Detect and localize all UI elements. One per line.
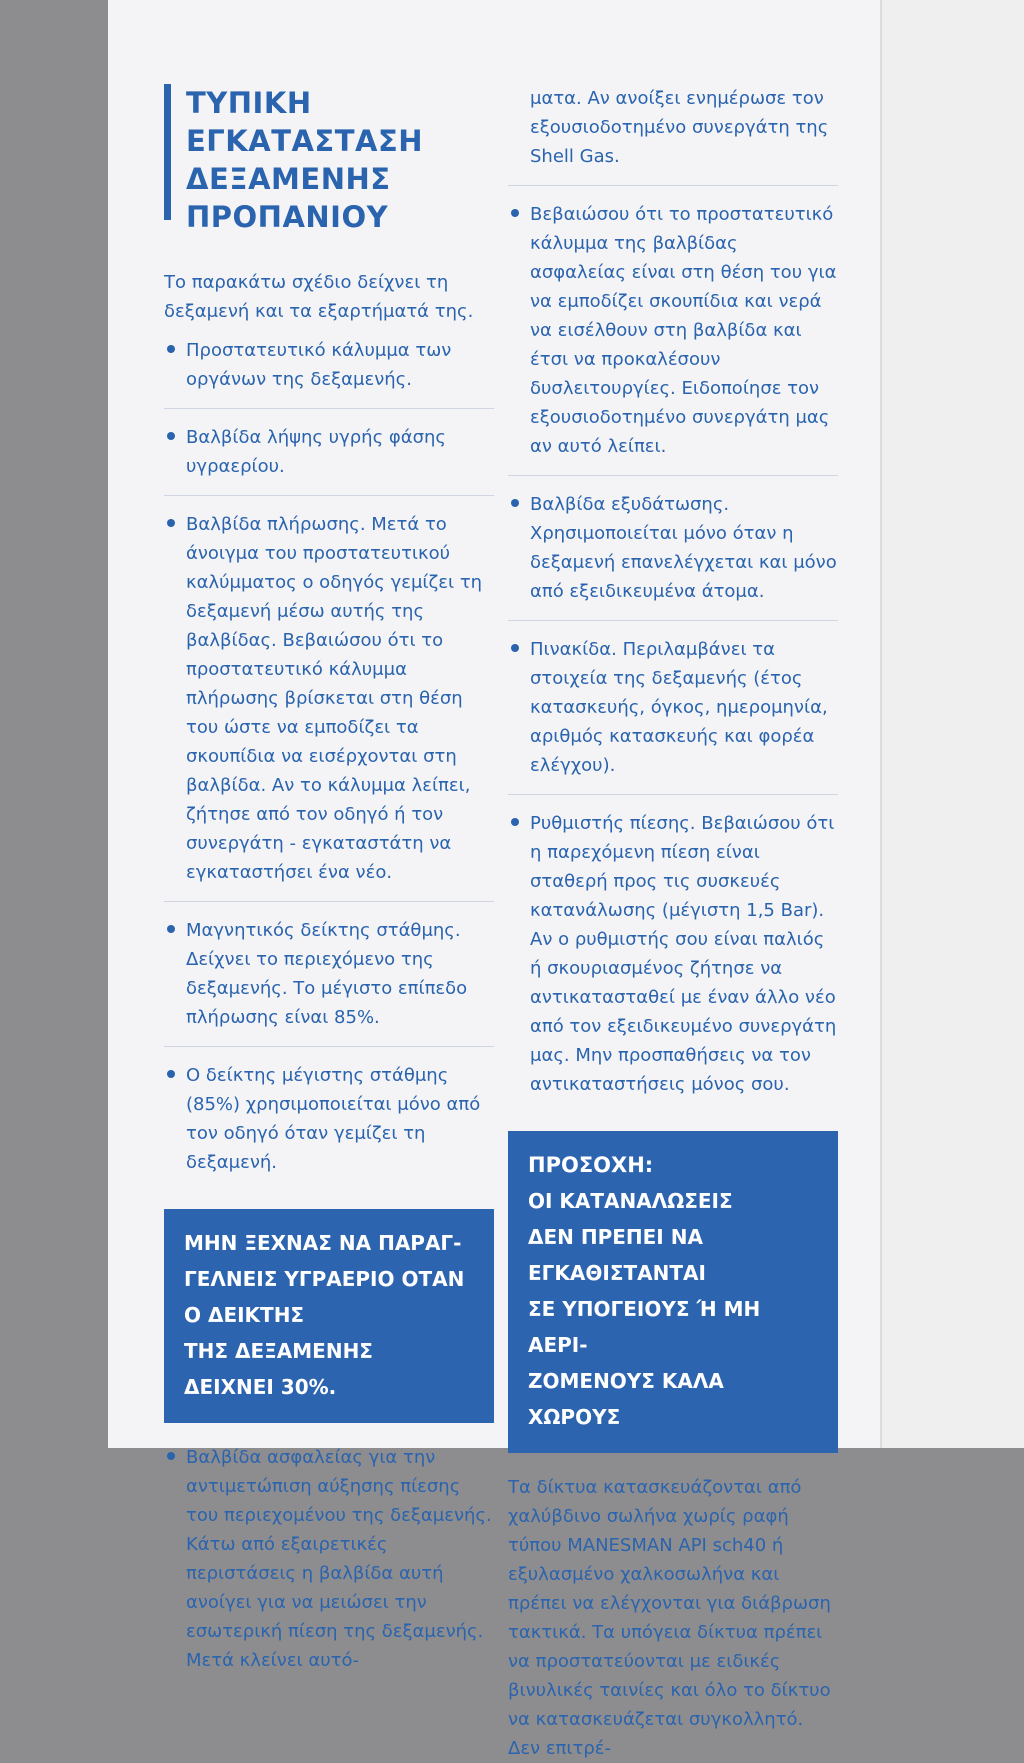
- warning-title: ΠΡΟΣΟΧΗ:: [528, 1153, 654, 1177]
- reminder-line-1: ΜΗΝ ΞΕΧΝΑΣ ΝΑ ΠΑΡΑΓ-: [184, 1231, 462, 1255]
- reminder-line-3: Ο ΔΕΙΚΤΗΣ: [184, 1303, 305, 1327]
- bullet-icon: [167, 925, 175, 933]
- list-item-text: Προστατευτικό κάλυμμα των οργάνων της δεξαμενής.: [186, 340, 452, 390]
- closing-paragraph: Τα δίκτυα κατασκευάζονται από χαλύβδινο σωλήνα χωρίς ραφή τύπου MANESMAN API sch40 ή εξυλασμένο χαλκοσωλήνα και πρέπει να ελέγχονται για διάβρωση τακτικά. Τα υπόγεια δίκτυα πρέπει να προστατεύονται με ειδικές βινυλικές ταινίες και όλο το δίκτυο να κατασκευάζεται συγκολλητό. Δεν επιτρέ-: [508, 1477, 831, 1759]
- warning-line-4: ΣΕ ΥΠΟΓΕΙΟΥΣ Ή ΜΗ ΑΕΡΙ-: [528, 1297, 761, 1357]
- list-item: [164, 1061, 494, 1191]
- list-item: [164, 423, 494, 496]
- list-item: [164, 1443, 494, 1689]
- list-item-text: Πινακίδα. Περιλαμβάνει τα στοιχεία της δεξαμενής (έτος κατασκευής, όγκος, ημερομηνία, αριθμός κατασκευής και φορέα ελέγχου).: [530, 639, 828, 776]
- warning-line-2: ΔΕΝ ΠΡΕΠΕΙ ΝΑ: [528, 1225, 703, 1249]
- bullet-icon: [511, 644, 519, 652]
- heading-line-4: ΠΡΟΠΑΝΙΟΥ: [186, 200, 389, 234]
- warning-box: [508, 1131, 838, 1453]
- bullet-icon: [167, 1070, 175, 1078]
- list-item-text: Μαγνητικός δείκτης στάθμης. Δείχνει το περιεχόμενο της δεξαμενής. Το μέγιστο επίπεδο πλήρωσης είναι 85%.: [186, 920, 468, 1028]
- adjacent-page-edge: [880, 0, 1024, 1448]
- continued-text: [508, 84, 838, 186]
- reminder-line-5: ΔΕΙΧΝΕΙ 30%.: [184, 1375, 337, 1399]
- list-item: [164, 510, 494, 902]
- left-column: [164, 84, 494, 1703]
- list-item-text: Βαλβίδα λήψης υγρής φάσης υγραερίου.: [186, 427, 446, 477]
- heading-line-1: ΤΥΠΙΚΗ: [186, 86, 312, 120]
- warning-line-1: ΟΙ ΚΑΤΑΝΑΛΩΣΕΙΣ: [528, 1189, 733, 1213]
- bullet-icon: [167, 345, 175, 353]
- list-item-text: Βεβαιώσου ότι το προστατευτικό κάλυμμα της βαλβίδας ασφαλείας είναι στη θέση του για να εμποδίζει σκουπίδια και νερά να εισέλθουν στη βαλβίδα και έτσι να προκαλέσουν δυσλειτουργίες. Ειδοποίησε τον εξουσιοδοτημένο συνεργάτη μας αν αυτό λείπει.: [530, 204, 837, 457]
- heading-line-3: ΔΕΞΑΜΕΝΗΣ: [186, 162, 391, 196]
- bullet-icon: [511, 209, 519, 217]
- list-item-text: Βαλβίδα πλήρωσης. Μετά το άνοιγμα του προστατευτικού καλύμματος ο οδηγός γεμίζει τη δεξαμενή μέσω αυτής της βαλβίδας. Βεβαιώσου ότι το προστατευτικό κάλυμμα πλήρωσης βρίσκεται στη θέση του ώστε να εμποδίζει τα σκουπίδια να εισέρχονται στη βαλβίδα. Αν το κάλυμμα λείπει, ζήτησε από τον οδηγό ή τον συνεργάτη - εγκαταστάτη να εγκαταστήσει ένα νέο.: [186, 514, 483, 883]
- reminder-line-2: ΓΕΛΝΕΙΣ ΥΓΡΑΕΡΙΟ ΟΤΑΝ: [184, 1267, 465, 1291]
- list-item: [164, 336, 494, 409]
- bullet-icon: [167, 1452, 175, 1460]
- list-item: [508, 635, 838, 795]
- list-item-text: Βαλβίδα ασφαλείας για την αντιμετώπιση αύξησης πίεσης του περιεχομένου της δεξαμενής. Κάτω από εξαιρετικές περιστάσεις η βαλβίδα αυτή ανοίγει για να μειώσει την εσωτερική πίεση της δεξαμενής. Μετά κλείνει αυτό-: [186, 1447, 492, 1671]
- list-item: [508, 490, 838, 621]
- bullet-icon: [511, 499, 519, 507]
- warning-line-5: ΖΟΜΕΝΟΥΣ ΚΑΛΑ ΧΩΡΟΥΣ: [528, 1369, 724, 1429]
- heading-accent-bar: [164, 84, 171, 220]
- list-item: [164, 916, 494, 1047]
- bullet-icon: [167, 432, 175, 440]
- continued-text-body: ματα. Αν ανοίξει ενημέρωσε τον εξουσιοδοτημένο συνεργάτη της Shell Gas.: [530, 88, 829, 167]
- bullet-icon: [167, 519, 175, 527]
- list-item: [508, 809, 838, 1113]
- heading-line-2: ΕΓΚΑΤΑΣΤΑΣΗ: [186, 124, 424, 158]
- bullet-icon: [511, 818, 519, 826]
- right-column: [508, 84, 838, 1763]
- warning-line-3: ΕΓΚΑΘΙΣΤΑΝΤΑΙ: [528, 1261, 706, 1285]
- intro-paragraph: Το παρακάτω σχέδιο δείχνει τη δεξαμενή και τα εξαρτήματά της.: [164, 272, 474, 322]
- list-item-text: Ο δείκτης μέγιστης στάθμης (85%) χρησιμοποιείται μόνο από τον οδηγό όταν γεμίζει τη δεξαμενή.: [186, 1065, 481, 1173]
- reminder-line-4: ΤΗΣ ΔΕΞΑΜΕΝΗΣ: [184, 1339, 373, 1363]
- section-heading: [164, 84, 494, 236]
- list-item-text: Ρυθμιστής πίεσης. Βεβαιώσου ότι η παρεχόμενη πίεση είναι σταθερή προς τις συσκευές κατανάλωσης (μέγιστη 1,5 Bar). Αν ο ρυθμιστής σου είναι παλιός ή σκουριασμένος ζήτησε να αντικατασταθεί με έναν άλλο νέο από τον εξειδικευμένο συνεργάτη μας. Μην προσπαθήσεις να τον αντικαταστήσεις μόνος σου.: [530, 813, 837, 1095]
- reminder-box: [164, 1209, 494, 1423]
- list-item-text: Βαλβίδα εξυδάτωσης. Χρησιμοποιείται μόνο όταν η δεξαμενή επανελέγχεται και μόνο από εξειδικευμένα άτομα.: [530, 494, 837, 602]
- list-item: [508, 200, 838, 476]
